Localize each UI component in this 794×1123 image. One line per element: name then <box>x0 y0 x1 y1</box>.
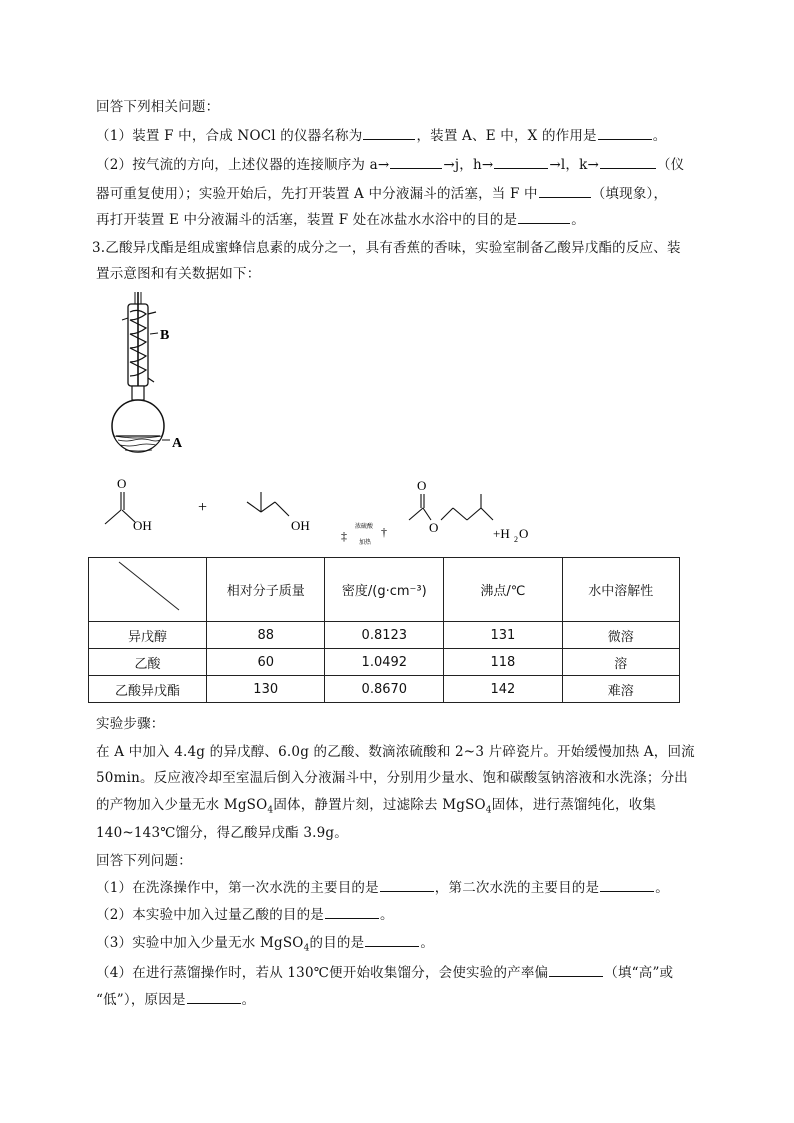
answer-blank[interactable] <box>600 156 656 169</box>
water-h: +H <box>493 526 510 541</box>
answer-blank[interactable] <box>518 211 570 224</box>
question-3-4-line2 <box>96 988 255 1008</box>
cell-solubility: 微溶 <box>562 622 679 649</box>
reaction-conditions <box>341 522 387 546</box>
acid-hydroxyl: OH <box>133 518 152 533</box>
isoamyl-acetate-structure <box>409 478 493 535</box>
answer-blank[interactable] <box>363 127 415 140</box>
question-2-2-line2 <box>96 182 667 202</box>
q2-2-text-a: （2）按气流的方向，上述仪器的连接顺序为 a→ <box>96 157 390 173</box>
subscript-4: 4 <box>303 943 310 954</box>
question-3-2 <box>96 903 394 923</box>
procedure-line3-a: 的产物加入少量无水 MgSO <box>96 797 268 813</box>
table-row <box>89 649 680 676</box>
question-3-line2: 置示意图和有关数据如下： <box>96 266 261 282</box>
cell-solubility: 难溶 <box>562 676 679 703</box>
q3-1-text-b: ，第二次水洗的主要目的是 <box>434 880 600 896</box>
acetic-acid-structure <box>105 476 152 533</box>
question-3-line1: 3.乙酸异戊酯是组成蜜蜂信息素的成分之一，具有香蕉的香味，实验室制备乙酸异戊酯的反应、装 <box>92 240 681 256</box>
answer-blank[interactable] <box>598 127 652 140</box>
question-2-1 <box>96 124 666 144</box>
header-density: 密度/(g·cm⁻³) <box>325 558 444 622</box>
q2-1-text-b: ，装置 A、E 中，X 的作用是 <box>416 128 597 144</box>
q2-2-line2-b: （填现象）， <box>591 186 668 202</box>
procedure-line3-c: 固体，进行蒸馏纯化，收集 <box>491 797 657 813</box>
q3-3-text-a: （3）实验中加入少量无水 MgSO <box>96 935 304 951</box>
q2-2-line3-b: 。 <box>571 212 585 228</box>
q3-3-text-c: 。 <box>420 935 435 951</box>
cell-density: 1.0492 <box>325 649 444 676</box>
q3-1-text-a: （1）在洗涤操作中，第一次水洗的主要目的是 <box>96 880 379 896</box>
cell-name: 乙酸 <box>89 649 207 676</box>
reflux-apparatus-diagram <box>100 290 210 465</box>
answer-blank[interactable] <box>365 934 419 947</box>
q2-1-text-a: （1）装置 F 中，合成 NOCl 的仪器名称为 <box>96 128 363 144</box>
header-molecular-weight: 相对分子质量 <box>207 558 325 622</box>
question-2-2-line3 <box>96 208 585 228</box>
heat-label: 加热 <box>359 540 372 546</box>
q2-2-text-d: （仪 <box>656 157 685 173</box>
q3-1-text-c: 。 <box>655 880 669 896</box>
answer-blank[interactable] <box>325 906 379 919</box>
cell-name: 异戊醇 <box>89 622 207 649</box>
q3-4-text-a: （4）在进行蒸馏操作时，若从 130℃便开始收集馏分，会使实验的产率偏 <box>96 965 549 981</box>
reaction-equation <box>95 472 545 552</box>
label-a: A <box>172 436 183 451</box>
answer-blank[interactable] <box>390 156 442 169</box>
q2-2-line3-a: 再打开装置 E 中分液漏斗的活塞，装置 F 处在冰盐水水浴中的目的是 <box>96 212 518 228</box>
q3-4-text-b: （填“高”或 <box>604 965 674 981</box>
procedure-title: 实验步骤： <box>96 716 165 732</box>
procedure-line1: 在 A 中加入 4.4g 的异戊醇、6.0g 的乙酸、数滴浓硫酸和 2~3 片碎瓷片。开始缓慢加热 A，回流 <box>96 744 695 760</box>
cell-density: 0.8123 <box>325 622 444 649</box>
cell-bp: 142 <box>444 676 562 703</box>
arrow-left-glyph: ‡ <box>341 529 347 543</box>
cell-bp: 118 <box>444 649 562 676</box>
procedure-line3 <box>96 793 656 816</box>
cell-mw: 60 <box>207 649 325 676</box>
table-row <box>89 622 680 649</box>
ester-oxygen: O <box>429 520 439 535</box>
answer-blank[interactable] <box>187 991 241 1004</box>
questions-intro: 回答下列问题： <box>96 853 192 869</box>
label-b: B <box>160 328 170 343</box>
question-3-1 <box>96 876 669 896</box>
subscript-4: 4 <box>485 805 492 816</box>
q2-2-line2-a: 器可重复使用）；实验开始后，先打开装置 A 中分液漏斗的活塞，当 F 中 <box>96 186 538 202</box>
procedure-line2: 50min。反应液冷却至室温后倒入分液漏斗中，分别用少量水、饱和碳酸氢钠溶液和水洗涤；分出 <box>96 770 688 786</box>
procedure-line3-b: 固体，静置片刻，过滤除去 MgSO <box>273 797 486 813</box>
plus-sign: + <box>198 499 208 516</box>
catalyst-label: 浓硫酸 <box>355 524 374 530</box>
water-subscript: 2 <box>514 535 518 544</box>
question-3-3 <box>96 931 434 954</box>
answer-blank[interactable] <box>539 185 591 198</box>
q2-2-text-b: →j，h→ <box>443 157 494 173</box>
cell-solubility: 溶 <box>562 649 679 676</box>
q3-3-text-b: 的目的是 <box>309 935 365 951</box>
properties-table <box>88 557 680 703</box>
cell-density: 0.8670 <box>325 676 444 703</box>
q2-2-text-c: →l，k→ <box>549 157 599 173</box>
answer-blank[interactable] <box>549 964 603 977</box>
answer-blank[interactable] <box>600 879 654 892</box>
subscript-4: 4 <box>267 805 274 816</box>
q2-1-text-c: 。 <box>652 128 667 144</box>
cell-bp: 131 <box>444 622 562 649</box>
table-row <box>89 676 680 703</box>
cell-mw: 88 <box>207 622 325 649</box>
answer-blank[interactable] <box>380 879 434 892</box>
procedure-line4: 140~143℃馏分，得乙酸异戊酯 3.9g。 <box>96 825 348 841</box>
cell-mw: 130 <box>207 676 325 703</box>
isoamyl-alcohol-structure <box>247 492 310 533</box>
flask-neck <box>132 386 144 400</box>
table-header-row <box>89 558 680 622</box>
answer-intro: 回答下列相关问题： <box>96 99 220 115</box>
question-2-2 <box>96 153 684 173</box>
arrow-right-glyph: † <box>381 525 387 539</box>
q3-2-text-b: 。 <box>380 907 394 923</box>
question-3-4 <box>96 961 673 981</box>
q3-4-line2-a: “低”），原因是 <box>96 992 186 1008</box>
acid-oxygen: O <box>117 476 127 491</box>
cell-name: 乙酸异戊酯 <box>89 676 207 703</box>
table-corner-cell <box>89 558 207 622</box>
answer-blank[interactable] <box>494 156 548 169</box>
diagonal-divider <box>89 558 206 621</box>
header-boiling-point: 沸点/℃ <box>444 558 562 622</box>
water-o: O <box>519 526 529 541</box>
alcohol-hydroxyl: OH <box>291 518 310 533</box>
header-solubility: 水中溶解性 <box>562 558 679 622</box>
ester-carbonyl-oxygen: O <box>417 478 427 493</box>
q3-2-text-a: （2）本实验中加入过量乙酸的目的是 <box>96 907 324 923</box>
water-product <box>493 526 528 544</box>
q3-4-line2-b: 。 <box>241 992 256 1008</box>
